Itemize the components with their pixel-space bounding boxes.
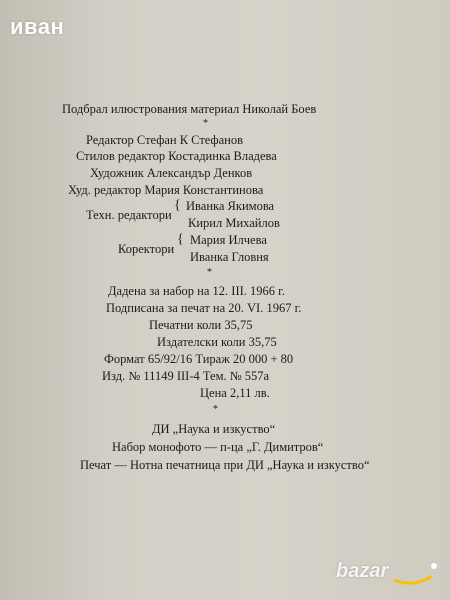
format-and-run: Формат 65/92/16 Тираж 20 000 + 80 (104, 352, 294, 366)
printing-credit: Печат — Нотна печатница при ДИ „Наука и изкуство“ (80, 458, 370, 472)
publisher-sheets: Издателски коли 35,75 (157, 335, 277, 349)
style-editor-credit: Стилов редактор Костадинка Владева (76, 149, 277, 163)
bazar-logo-dot (431, 563, 437, 569)
art-editor-credit: Худ. редактор Мария Константинова (68, 183, 264, 197)
tech-editors-label: Техн. редактори (86, 208, 172, 222)
brace-mark: { (177, 232, 184, 247)
signed-date: Подписана за печат на 20. VI. 1967 г. (106, 301, 302, 315)
submitted-date: Дадена за набор на 12. III. 1966 г. (108, 284, 285, 298)
separator-star: * (207, 267, 212, 278)
edition-number: Изд. № 11149 III-4 Тем. № 557а (102, 369, 270, 383)
separator-star: * (213, 404, 218, 415)
tech-editor-2: Кирил Михайлов (188, 216, 280, 230)
price: Цена 2,11 лв. (200, 386, 270, 400)
proofreader-1: Мария Илчева (190, 233, 267, 247)
brace-mark: { (174, 198, 181, 213)
editor-credit: Редактор Стефан К Стефанов (86, 133, 243, 147)
seller-watermark: иван (10, 14, 65, 39)
bazar-logo-text: bazar (336, 560, 389, 582)
illustrations-credit: Подбрал илюстрования материал Николай Боев (62, 102, 317, 116)
proofreaders-label: Коректори (118, 242, 175, 256)
proofreader-2: Иванка Гловня (190, 250, 269, 264)
print-sheets: Печатни коли 35,75 (149, 318, 253, 332)
separator-star: * (203, 118, 208, 129)
typesetting-credit: Набор монофото — п-ца „Г. Димитров“ (112, 440, 324, 454)
artist-credit: Художник Александър Денков (90, 166, 253, 180)
tech-editor-1: Иванка Якимова (186, 199, 275, 213)
publisher-name: ДИ „Наука и изкуство“ (152, 422, 276, 436)
bazar-logo-smile (394, 576, 432, 583)
